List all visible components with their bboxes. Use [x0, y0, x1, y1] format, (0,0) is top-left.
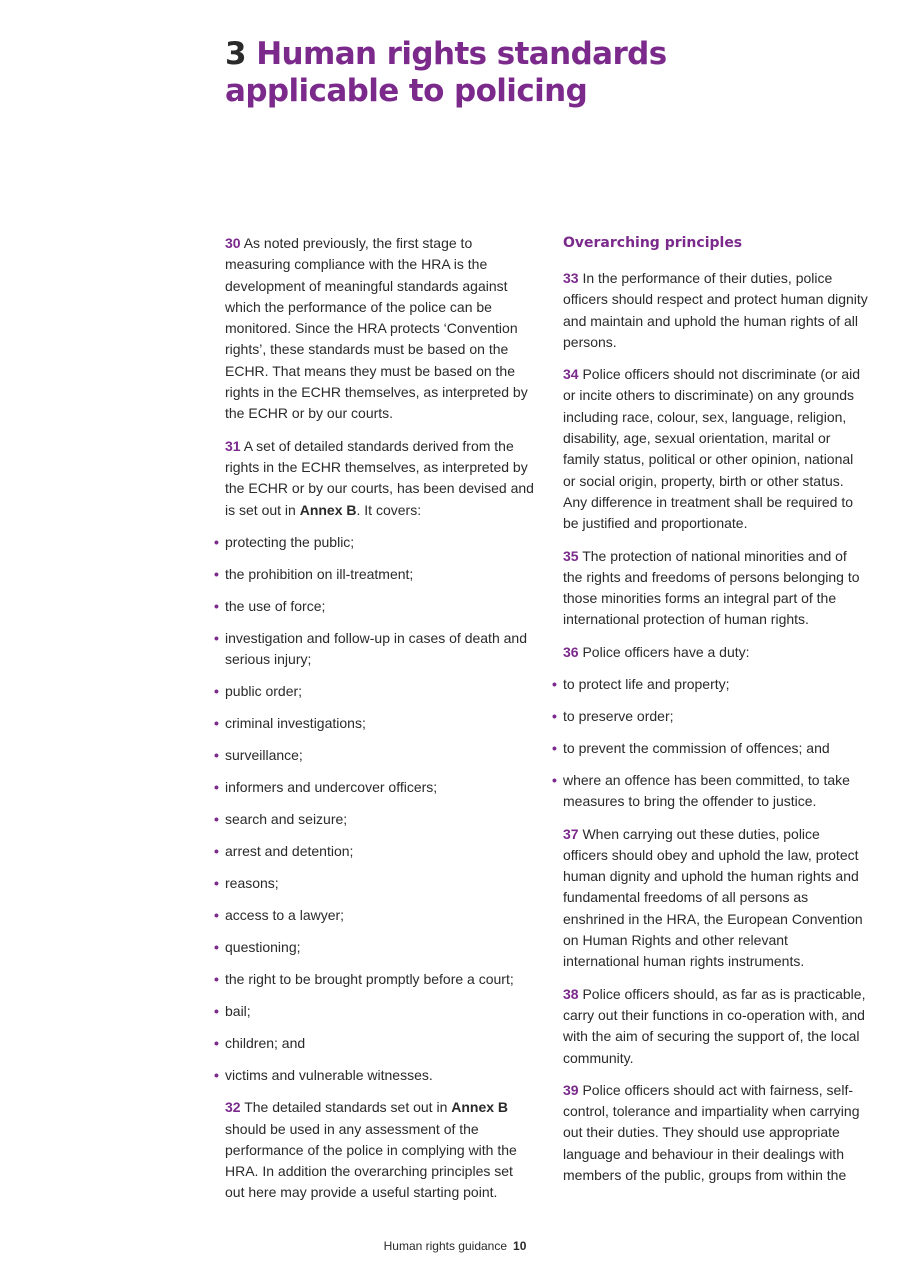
list-item: • informers and undercover officers; — [225, 777, 535, 798]
paragraph-text: Police officers should, as far as is practicable, carry out their functions in co-operation with, and with the aim of securing the support of, the local community. — [563, 985, 866, 1066]
bullet-icon: • — [552, 772, 557, 788]
list-item: • public order; — [225, 681, 535, 702]
paragraph-number: 31 — [225, 437, 241, 454]
list-item: • the right to be brought promptly before a court; — [225, 969, 535, 990]
paragraph-number: 36 — [563, 643, 579, 660]
list-item: • victims and vulnerable witnesses. — [225, 1065, 535, 1086]
list-item: • the use of force; — [225, 596, 535, 617]
paragraph-text: The detailed standards set out in — [244, 1099, 448, 1116]
list-item: • to preserve order; — [563, 706, 868, 727]
page-number: 10 — [513, 1239, 527, 1253]
list-item: • the prohibition on ill-treatment; — [225, 564, 535, 585]
paragraph-38 — [563, 984, 868, 1069]
bullet-icon: • — [214, 811, 219, 828]
chapter-title-line2: applicable to policing — [225, 73, 588, 109]
chapter-title-line1: Human rights standards — [256, 36, 667, 72]
bullet-icon: • — [214, 906, 219, 923]
list-item: • children; and — [225, 1033, 535, 1054]
paragraph-number: 30 — [225, 235, 241, 251]
paragraph-36 — [563, 642, 868, 663]
right-column — [552, 233, 868, 1197]
paragraph-text: In the performance of their duties, police officers should respect and protect human dignity and maintain and uphold the human rights of all persons. — [563, 270, 868, 350]
section-subheading: Overarching principles — [563, 235, 743, 251]
bullet-icon: • — [214, 747, 219, 764]
paragraph-number: 32 — [225, 1099, 241, 1116]
paragraph-31 — [225, 436, 535, 521]
list-item: • surveillance; — [225, 745, 535, 766]
paragraph-30 — [225, 233, 535, 425]
paragraph-number: 39 — [563, 1081, 579, 1098]
paragraph-34 — [563, 364, 868, 534]
paragraph-37 — [563, 824, 868, 973]
list-item: • reasons; — [225, 873, 535, 894]
bullet-icon: • — [214, 970, 219, 987]
annex-reference: Annex B — [451, 1099, 509, 1116]
footer-label: Human rights guidance — [383, 1239, 508, 1253]
annex-reference: Annex B — [299, 501, 357, 518]
bullet-icon: • — [214, 1002, 219, 1019]
paragraph-number: 37 — [563, 825, 579, 842]
paragraph-text: Police officers should act with fairness, self-control, tolerance and impartiality when carrying out their duties. They should use appropriate language and behaviour in their dealings with members of the public, groups from within the — [563, 1081, 860, 1184]
bullet-icon: • — [214, 629, 219, 646]
list-item: • to protect life and property; — [563, 674, 868, 695]
paragraph-text: The protection of national minorities and of the rights and freedoms of persons belonging to those minorities forms an integral part of the international protection of human rights. — [563, 547, 860, 628]
bullet-icon: • — [214, 597, 219, 614]
bullet-icon: • — [552, 740, 557, 757]
list-item: • investigation and follow-up in cases of death and serious injury; — [214, 629, 527, 668]
paragraph-number: 34 — [563, 366, 579, 383]
bullet-icon: • — [214, 1066, 219, 1083]
paragraph-32 — [225, 1097, 535, 1203]
paragraph-text: As noted previously, the first stage to measuring compliance with the HRA is the development of meaningful standards against which the performance of the police can be monitored. Since the HRA protects ‘Convention rights’, these standards must be based on the ECHR. That means they must be based on the rights in the ECHR themselves, as interpreted by the ECHR or by our courts. — [225, 235, 528, 422]
list-item: • to prevent the commission of offences; and — [563, 738, 868, 759]
page-footer — [0, 1239, 910, 1253]
paragraph-text: should be used in any assessment of the performance of the police in complying with the HRA. In addition the overarching principles set out here may provide a useful starting point. — [225, 1120, 517, 1201]
bullet-icon: • — [214, 565, 219, 582]
bullet-icon: • — [214, 683, 219, 700]
paragraph-text: Police officers have a duty: — [582, 643, 750, 660]
paragraph-39 — [563, 1080, 868, 1186]
paragraph-number: 35 — [563, 547, 579, 564]
bullet-icon: • — [552, 708, 557, 725]
bullet-icon: • — [552, 676, 557, 693]
bullet-icon: • — [214, 1034, 219, 1051]
paragraph-number: 38 — [563, 985, 579, 1002]
paragraph-text: A set of detailed standards derived from the rights in the ECHR themselves, as interpreted by the ECHR or by our courts, has been devised and is set out in — [225, 437, 534, 518]
paragraph-number: 33 — [563, 270, 579, 286]
chapter-heading — [225, 36, 667, 110]
bullet-icon: • — [214, 875, 219, 891]
bullet-icon: • — [214, 715, 219, 732]
chapter-number: 3 — [225, 36, 246, 72]
paragraph-text: Police officers should not discriminate (or aid or incite others to discriminate) on any grounds including race, colour, sex, language, religion, disability, age, sexual orientation, marital or family status, political or other opinion, national or social origin, property, birth or other status. Any difference in treatment shall be required to be justified and proportionate. — [563, 366, 861, 532]
standards-list — [214, 532, 535, 1086]
list-item: • bail; — [225, 1001, 535, 1022]
list-item: • arrest and detention; — [225, 841, 535, 862]
bullet-icon: • — [214, 938, 219, 955]
duties-list — [552, 674, 868, 813]
bullet-icon: • — [214, 843, 219, 860]
list-item: • protecting the public; — [225, 532, 535, 553]
paragraph-35 — [563, 546, 868, 631]
list-item: • search and seizure; — [225, 809, 535, 830]
bullet-icon: • — [214, 779, 219, 796]
left-column — [214, 233, 535, 1215]
list-item: • where an offence has been committed, to take measures to bring the offender to justice. — [552, 772, 850, 810]
list-item: • criminal investigations; — [225, 713, 535, 734]
paragraph-text: . It covers: — [356, 501, 422, 518]
list-item: • access to a lawyer; — [225, 905, 535, 926]
bullet-icon: • — [214, 533, 219, 550]
list-item: • questioning; — [225, 937, 535, 958]
paragraph-text: When carrying out these duties, police officers should obey and uphold the law, protect human dignity and uphold the human rights and fundamental freedoms of all persons as enshrined in the HRA, the European Convention on Human Rights and other relevant international human rights instruments. — [563, 825, 863, 970]
paragraph-33 — [563, 268, 868, 353]
